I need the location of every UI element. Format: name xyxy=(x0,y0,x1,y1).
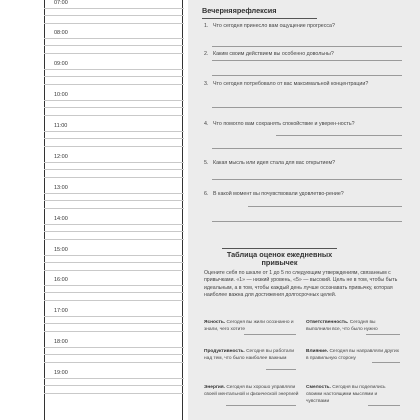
answer-line[interactable] xyxy=(212,107,402,108)
schedule-writing-line[interactable] xyxy=(44,231,184,232)
hourly-schedule xyxy=(0,0,190,420)
habit-item xyxy=(204,349,299,363)
schedule-writing-line[interactable] xyxy=(44,362,184,363)
score-line[interactable] xyxy=(244,334,296,335)
time-label: 07:00 xyxy=(54,0,68,6)
time-label: 11:00 xyxy=(54,123,68,129)
habit-text: Сегодня вы выполнили все, что было нужно xyxy=(306,320,378,332)
answer-line[interactable] xyxy=(212,60,402,61)
answer-line[interactable] xyxy=(212,179,402,180)
habit-name: Продуктивность. xyxy=(204,349,245,354)
schedule-writing-line[interactable] xyxy=(44,193,184,194)
habit-name: Влияние. xyxy=(306,349,329,354)
schedule-writing-line[interactable] xyxy=(44,53,184,54)
score-line[interactable] xyxy=(372,362,400,363)
schedule-writing-line[interactable] xyxy=(44,200,184,201)
time-label: 15:00 xyxy=(54,247,68,253)
schedule-writing-line[interactable] xyxy=(44,385,184,386)
schedule-writing-line[interactable] xyxy=(44,239,184,240)
schedule-writing-line[interactable] xyxy=(44,393,184,394)
schedule-writing-line[interactable] xyxy=(44,115,184,116)
answer-line[interactable] xyxy=(212,75,402,76)
time-label: 10:00 xyxy=(54,92,68,98)
habit-name: Смелость. xyxy=(306,385,331,390)
schedule-writing-line[interactable] xyxy=(44,300,184,301)
schedule-writing-line[interactable] xyxy=(44,285,184,286)
schedule-writing-line[interactable] xyxy=(44,45,184,46)
schedule-writing-line[interactable] xyxy=(44,162,184,163)
habit-item xyxy=(306,385,401,406)
time-label: 08:00 xyxy=(54,30,68,36)
question-number: 2. xyxy=(204,51,209,57)
schedule-writing-line[interactable] xyxy=(44,255,184,256)
schedule-writing-line[interactable] xyxy=(44,347,184,348)
time-label: 19:00 xyxy=(54,370,68,376)
schedule-writing-line[interactable] xyxy=(44,331,184,332)
habits-table-intro: Оцените себя по шкале от 1 до 5 по следующим утверждениям, связанным с привычками. «1» — низкий уровень, «5» — высокий. Цель не в том, чтобы быть идеальным, а в том, чтобы каждый день лучше осознавать привычку, которая наиболее важна для достижения долгосрочных целей. xyxy=(204,270,398,299)
schedule-writing-line[interactable] xyxy=(44,177,184,178)
habit-name: Ясность. xyxy=(204,320,226,325)
question-number: 1. xyxy=(204,23,209,29)
evening-reflection-panel xyxy=(188,0,420,420)
question-text: Каким своим действием вы особенно довольны? xyxy=(213,51,334,57)
score-line[interactable] xyxy=(366,334,400,335)
score-line[interactable] xyxy=(266,369,296,370)
habit-text: Сегодня вы жили осознанно и знали, чего хотите xyxy=(204,320,294,332)
time-label: 18:00 xyxy=(54,339,68,345)
habit-name: Энергия. xyxy=(204,385,225,390)
question-number: 5. xyxy=(204,160,209,166)
schedule-right-rule xyxy=(182,0,183,420)
answer-line[interactable] xyxy=(212,148,402,149)
schedule-writing-line[interactable] xyxy=(44,69,184,70)
schedule-writing-line[interactable] xyxy=(44,15,184,16)
habit-item xyxy=(306,320,401,334)
time-label: 13:00 xyxy=(54,185,68,191)
schedule-writing-line[interactable] xyxy=(44,23,184,24)
time-label: 17:00 xyxy=(54,308,68,314)
reflection-title: Вечерняярефлексия xyxy=(202,6,317,19)
time-label: 09:00 xyxy=(54,61,68,67)
habit-text: Сегодня вы хорошо управляли своей ментальной и физической энергией xyxy=(204,385,299,397)
question-text: Что сегодня принесло вам ощущение прогресса? xyxy=(213,23,335,29)
schedule-writing-line[interactable] xyxy=(44,270,184,271)
habit-item xyxy=(204,320,299,334)
schedule-writing-line[interactable] xyxy=(44,138,184,139)
answer-line[interactable] xyxy=(248,206,402,207)
schedule-writing-line[interactable] xyxy=(44,8,184,9)
schedule-writing-line[interactable] xyxy=(44,100,184,101)
score-line[interactable] xyxy=(368,405,400,406)
schedule-writing-line[interactable] xyxy=(44,292,184,293)
habits-table-title: Таблица оценок ежедневных привычек xyxy=(222,248,337,268)
schedule-writing-line[interactable] xyxy=(44,107,184,108)
question-number: 6. xyxy=(204,191,209,197)
schedule-writing-line[interactable] xyxy=(44,262,184,263)
question-number: 4. xyxy=(204,121,209,127)
habit-text: Сегодня вы поделились своими настоящими мыслями и чувствами xyxy=(306,385,386,404)
question-text: Какая мысль или идея стала для вас открытием? xyxy=(213,160,336,166)
schedule-writing-line[interactable] xyxy=(44,38,184,39)
schedule-writing-line[interactable] xyxy=(44,316,184,317)
score-line[interactable] xyxy=(226,405,296,406)
schedule-left-rule xyxy=(44,0,45,420)
habit-item xyxy=(204,385,299,399)
answer-line[interactable] xyxy=(276,135,402,136)
time-label: 12:00 xyxy=(54,154,68,160)
question-text: Что сегодня потребовало от вас максимальной концентрации? xyxy=(213,81,369,87)
schedule-writing-line[interactable] xyxy=(44,354,184,355)
time-label: 16:00 xyxy=(54,277,68,283)
question-text: В какой момент вы почувствовали удовлетво-рение? xyxy=(213,191,344,197)
schedule-writing-line[interactable] xyxy=(44,131,184,132)
schedule-writing-line[interactable] xyxy=(44,84,184,85)
question-number: 3. xyxy=(204,81,209,87)
time-label: 14:00 xyxy=(54,216,68,222)
habit-text: Сегодня вы направляли других в правильную сторону xyxy=(306,349,400,361)
schedule-writing-line[interactable] xyxy=(44,76,184,77)
habit-item xyxy=(306,349,401,363)
answer-line[interactable] xyxy=(212,221,402,222)
schedule-writing-line[interactable] xyxy=(44,378,184,379)
question-text: Что помогло вам сохранять спокойствие и уверен-ность? xyxy=(213,121,355,127)
schedule-writing-line[interactable] xyxy=(44,208,184,209)
habit-name: Ответственность. xyxy=(306,320,349,325)
schedule-writing-line[interactable] xyxy=(44,224,184,225)
answer-line[interactable] xyxy=(212,46,402,47)
habit-text: Сегодня вы работали над тем, что было наиболее важным xyxy=(204,349,295,361)
schedule-writing-line[interactable] xyxy=(44,146,184,147)
schedule-writing-line[interactable] xyxy=(44,169,184,170)
schedule-writing-line[interactable] xyxy=(44,323,184,324)
